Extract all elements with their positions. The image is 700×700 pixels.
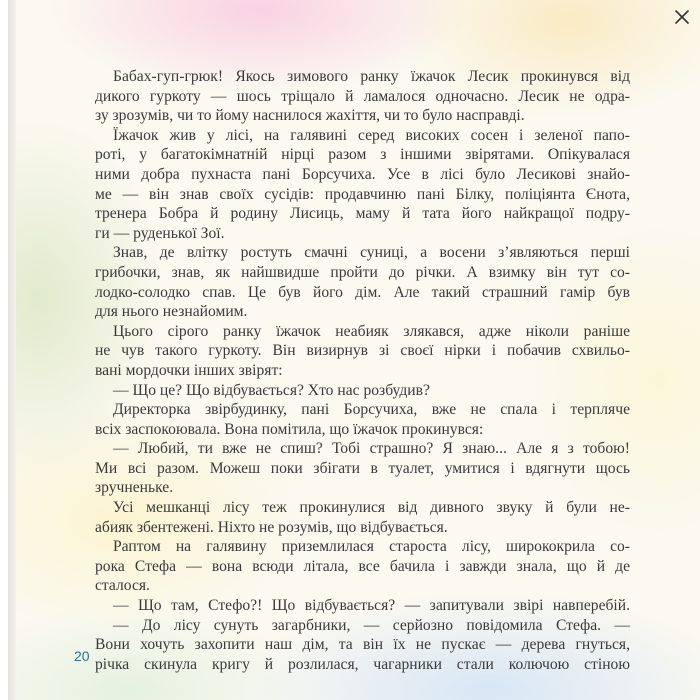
text-line: абияк збентежені. Ніхто не розумів, що відбувається. — [95, 518, 448, 536]
text-line: — Любий, ти вже не спиш? Тобі страшно? Я знаю... Але я з тобою! — [113, 440, 630, 458]
text-line: Усі мешканці лісу теж прокинулися від дивного звуку й були не- — [113, 499, 630, 517]
book-page — [8, 0, 700, 700]
close-icon — [674, 9, 690, 28]
close-button[interactable] — [668, 4, 696, 32]
text-line: Знав, де влітку ростуть смачні суниці, а восени з’являються перші — [113, 244, 630, 262]
text-line: Ми всі разом. Можеш поки збігати в туалет, умитися і вдягнути щось — [95, 459, 630, 477]
text-line: всіх заспокоювала. Вона помітила, що їжачок прокинувся: — [95, 420, 484, 438]
text-line: тренера Бобра й родину Лисиць, маму й тата його найкращої подру- — [95, 205, 630, 223]
text-line: лодко-солодко спав. Це був його дім. Але такий страшний гамір був — [95, 283, 630, 301]
text-line: Раптом на галявину приземлилася староста лісу, ширококрила со- — [113, 538, 630, 556]
text-line: Директорка звірбудинку, пані Борсучиха, вже не спала і терпляче — [113, 401, 630, 419]
text-line: дикого гуркоту — шось тріщало й ламалося одночасно. Лесик не одра- — [95, 87, 630, 105]
text-line: зу зрозумів, чи то йому наснилося жахіття, чи то було насправді. — [95, 107, 525, 125]
text-line: не чув такого гуркоту. Він визирнув зі своєї нірки і побачив схвильо- — [95, 342, 630, 360]
text-line: Вони хочуть захопити наш дім, та він їх не пускає — дерева гнуться, — [95, 636, 630, 654]
text-line: — До лісу сунуть загарбники, — серйозно повідомила Стефа. — — [113, 616, 630, 634]
text-line: — Що там, Стефо?! Що відбувається? — запитували звірі навперебій. — [113, 597, 630, 615]
text-line: сталося. — [95, 577, 150, 595]
text-line: річка скинула кригу й розлилася, чагарники стали колючою стіною — [95, 655, 630, 673]
text-line: Їжачок жив у лісі, на галявині серед високих сосен і зеленої папо- — [113, 126, 630, 144]
page-text — [95, 67, 630, 674]
text-line: рока Стефа — вона всюди літала, все бачила і завжди знала, що й де — [95, 557, 630, 575]
text-line: роті, у багатокімнатній нірці разом з іншими звірятами. Опікувалася — [95, 146, 630, 164]
text-line: грибочки, знав, як найшвидше пройти до річки. А взимку він тут со- — [95, 263, 630, 281]
text-line: зручненьке. — [95, 479, 174, 497]
page-number: 20 — [74, 648, 90, 664]
text-line: Бабах-гуп-грюк! Якось зимового ранку їжачок Лесик прокинувся від — [113, 68, 630, 85]
text-line: ними добра пухнаста пані Борсучиха. Усе в лісі було Лесикові знайо- — [95, 165, 630, 183]
page-edge — [8, 0, 16, 700]
text-line: Цього сірого ранку їжачок неабияк злякався, адже ніколи раніше — [113, 322, 630, 340]
text-line: для нього незнайомим. — [95, 303, 248, 321]
text-line: — Що це? Що відбувається? Хто нас розбудив? — [113, 381, 430, 399]
text-line: ме — він знав своїх сусідів: продавчиню пані Білку, поліціянта Єнота, — [95, 185, 630, 203]
text-line: вані мордочки інших звірят: — [95, 361, 283, 379]
text-line: ги — руденької Зої. — [95, 224, 225, 242]
